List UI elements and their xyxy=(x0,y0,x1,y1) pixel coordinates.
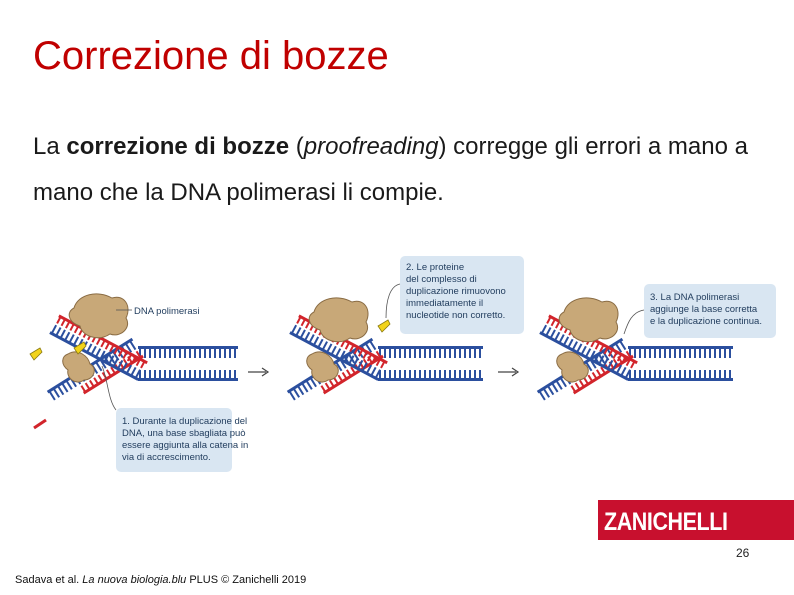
body-paren: ( xyxy=(289,133,304,160)
credit-book: La nuova biologia.blu xyxy=(82,574,187,586)
arrow-2-to-3 xyxy=(498,368,518,376)
logo-text: ZANICHELLI xyxy=(604,508,728,536)
body-suffix: ) corregge gli errori a mano a mano che la DNA polimerasi li compie. xyxy=(33,133,748,206)
body-term: correzione di bozze xyxy=(66,133,290,160)
panel-1-replication-fork xyxy=(30,294,238,428)
body-prefix: La xyxy=(33,133,67,160)
callout-2-text: 2. Le proteine del complesso di duplicazione rimuovono immediatamente il nucleotide non corretto. xyxy=(406,262,506,321)
arrow-1-to-2 xyxy=(248,368,268,376)
zanichelli-logo xyxy=(598,500,794,540)
body-english-term: proofreading xyxy=(303,133,439,160)
slide-title: Correzione di bozze xyxy=(33,34,389,78)
slide-body xyxy=(33,124,773,216)
source-credit xyxy=(15,574,306,586)
dna-polymerase-enzyme-3 xyxy=(559,298,618,342)
dna-polymerase-enzyme-2 xyxy=(309,298,368,342)
credit-rest: PLUS © Zanichelli 2019 xyxy=(186,574,307,586)
page-number: 26 xyxy=(736,546,750,560)
dna-polymerase-label: DNA polimerasi xyxy=(134,306,200,317)
proofreading-figure xyxy=(28,250,788,480)
callout-1-text: 1. Durante la duplicazione del DNA, una base sbagliata può essere aggiunta alla catena in via di accrescimento. xyxy=(122,416,249,463)
credit-authors: Sadava et al. xyxy=(15,574,83,586)
callout-step-3 xyxy=(644,284,776,338)
callout-step-2 xyxy=(400,256,524,334)
yellow-nucleotide-3 xyxy=(378,320,390,332)
callout-step-1 xyxy=(116,408,251,472)
removed-nucleotide-fragment-1 xyxy=(63,352,95,382)
yellow-nucleotide-1 xyxy=(30,348,42,360)
callout-3-text: 3. La DNA polimerasi aggiunge la base corretta e la duplicazione continua. xyxy=(650,292,762,327)
